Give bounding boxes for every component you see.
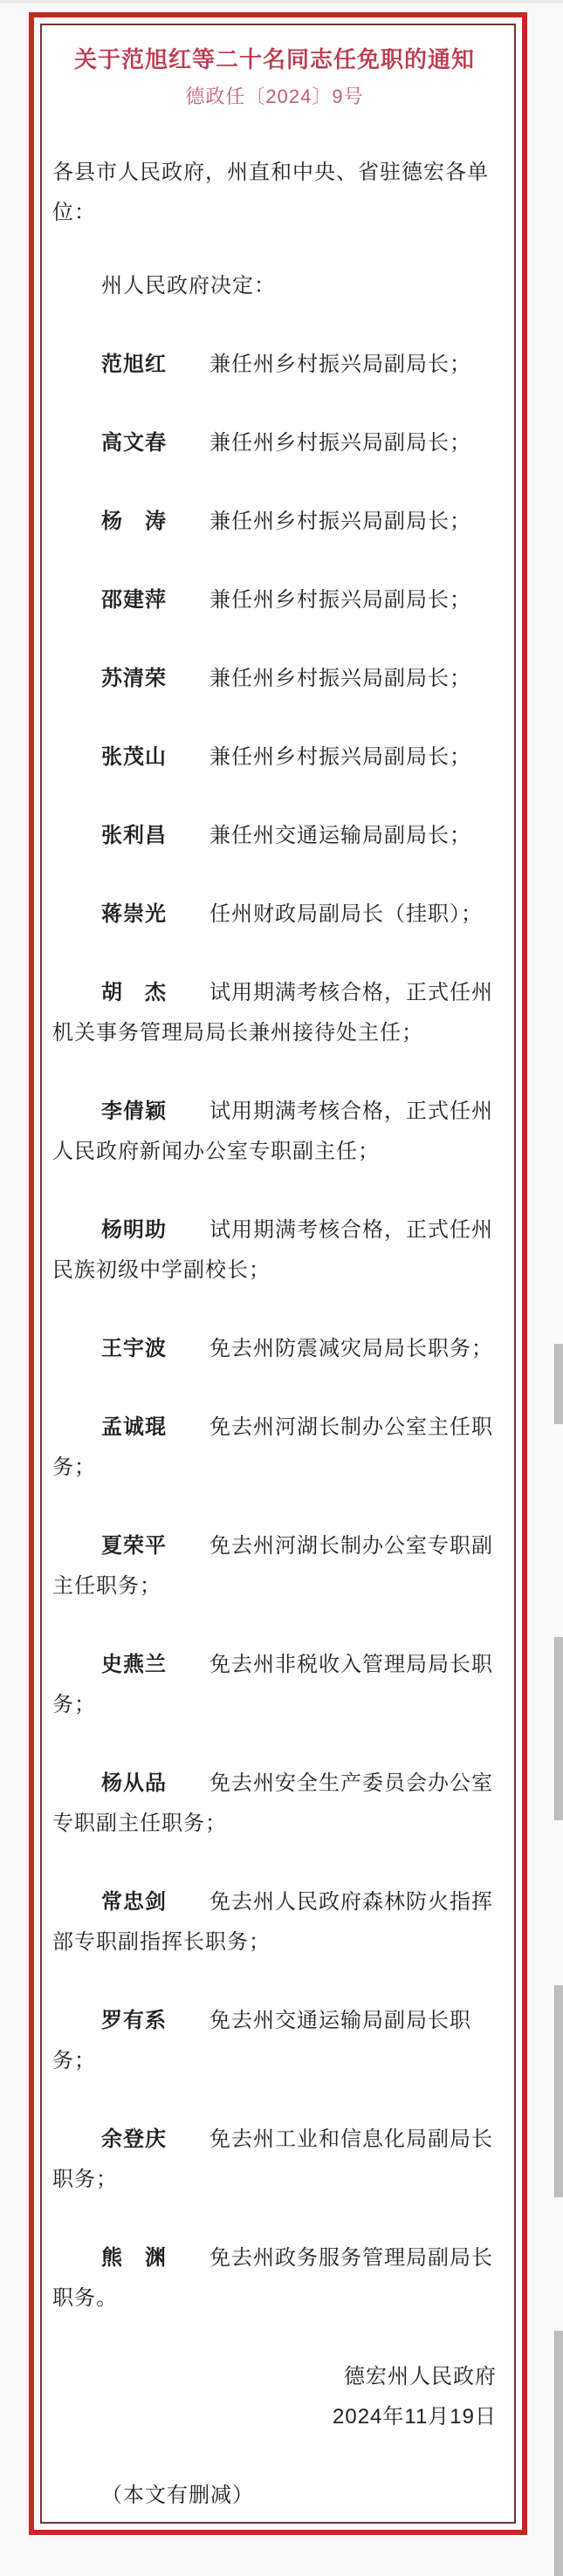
deletion-note: （本文有删减） bbox=[101, 2484, 254, 2507]
entry-action: 兼任州乡村振兴局副局长； bbox=[209, 588, 471, 612]
entry-name: 杨 涛 bbox=[101, 510, 167, 533]
appointment-entry bbox=[52, 502, 497, 542]
entries-list bbox=[52, 345, 497, 2319]
entry-name: 杨明助 bbox=[101, 1218, 167, 1242]
notice-title: 关于范旭红等二十名同志任免职的通知 bbox=[73, 46, 475, 72]
entry-name: 高文春 bbox=[101, 431, 167, 455]
entry-name: 张茂山 bbox=[101, 745, 167, 769]
entry-action: 免去州交通运输局副局长职务； bbox=[52, 2009, 471, 2072]
scrollbar-thumb-ghost bbox=[554, 2331, 563, 2576]
entry-name: 李倩颖 bbox=[101, 1100, 167, 1123]
entry-action: 免去州政务服务管理局副局长职务。 bbox=[52, 2246, 493, 2310]
appointment-entry bbox=[52, 2120, 497, 2200]
appointment-entry bbox=[52, 737, 497, 778]
notice-document bbox=[40, 24, 516, 2524]
appointment-entry bbox=[52, 894, 497, 935]
scrollbar-thumb-ghost bbox=[554, 1637, 563, 1820]
entry-name: 苏清荣 bbox=[101, 667, 167, 690]
decision-intro: 州人民政府决定： bbox=[101, 274, 276, 298]
entry-action: 试用期满考核合格，正式任州机关事务管理局局长兼州接待处主任； bbox=[52, 981, 493, 1045]
entry-name: 王宇波 bbox=[101, 1337, 167, 1360]
appointment-entry bbox=[52, 2238, 497, 2319]
top-edge-strip bbox=[0, 0, 563, 3]
entry-name: 常忠剑 bbox=[101, 1890, 167, 1914]
appointment-entry bbox=[52, 1526, 497, 1607]
entry-name: 罗有系 bbox=[101, 2009, 167, 2032]
appointment-entry bbox=[52, 1764, 497, 1844]
appointment-entry bbox=[52, 1210, 497, 1291]
entry-action: 试用期满考核合格，正式任州人民政府新闻办公室专职副主任； bbox=[52, 1100, 493, 1163]
entry-name: 熊 渊 bbox=[101, 2246, 167, 2270]
entry-action: 试用期满考核合格，正式任州民族初级中学副校长； bbox=[52, 1218, 493, 1282]
appointment-entry bbox=[52, 1645, 497, 1725]
entry-action: 免去州河湖长制办公室主任职务； bbox=[52, 1415, 493, 1479]
signature-date: 2024年11月19日 bbox=[333, 2405, 497, 2429]
entry-name: 范旭红 bbox=[101, 353, 167, 376]
signature-issuer: 德宏州人民政府 bbox=[344, 2365, 497, 2388]
entry-action: 兼任州交通运输局副局长； bbox=[209, 824, 471, 847]
appointment-entry bbox=[52, 580, 497, 620]
appointment-entry bbox=[52, 816, 497, 856]
notice-body bbox=[52, 153, 497, 2516]
entry-action: 免去州人民政府森林防火指挥部专职副指挥长职务； bbox=[52, 1890, 493, 1954]
entry-action: 免去州河湖长制办公室专职副主任职务； bbox=[52, 1534, 493, 1598]
entry-action: 兼任州乡村振兴局副局长； bbox=[209, 431, 471, 455]
entry-action: 兼任州乡村振兴局副局长； bbox=[209, 667, 471, 690]
entry-action: 兼任州乡村振兴局副局长； bbox=[209, 510, 471, 533]
entry-action: 兼任州乡村振兴局副局长； bbox=[209, 353, 471, 376]
entry-name: 蒋崇光 bbox=[101, 902, 167, 926]
entry-name: 张利昌 bbox=[101, 824, 167, 847]
appointment-entry bbox=[52, 1092, 497, 1172]
appointment-entry bbox=[52, 973, 497, 1053]
entry-name: 孟诚琨 bbox=[101, 1415, 167, 1439]
appointment-entry bbox=[52, 1882, 497, 1963]
entry-name: 史燕兰 bbox=[101, 1653, 167, 1676]
entry-name: 夏荣平 bbox=[101, 1534, 167, 1558]
entry-action: 兼任州乡村振兴局副局长； bbox=[209, 745, 471, 769]
entry-name: 余登庆 bbox=[101, 2127, 167, 2151]
appointment-entry bbox=[52, 1408, 497, 1488]
entry-action: 免去州非税收入管理局局长职务； bbox=[52, 1653, 493, 1716]
appointment-entry bbox=[52, 1329, 497, 1369]
scrollbar-thumb-ghost bbox=[554, 1985, 563, 2197]
entry-action: 免去州防震减灾局局长职务； bbox=[209, 1337, 493, 1360]
notice-frame bbox=[29, 12, 527, 2535]
doc-number: 德政任〔2024〕9号 bbox=[185, 86, 364, 107]
entry-name: 杨从品 bbox=[101, 1771, 167, 1795]
scrollbar-thumb-ghost bbox=[554, 1344, 563, 1424]
appointment-entry bbox=[52, 2001, 497, 2081]
entry-action: 免去州工业和信息化局副局长职务； bbox=[52, 2127, 493, 2191]
appointment-entry bbox=[52, 345, 497, 385]
entry-name: 胡 杰 bbox=[101, 981, 167, 1004]
appointment-entry bbox=[52, 659, 497, 699]
entry-name: 邵建萍 bbox=[101, 588, 167, 612]
entry-action: 任州财政局副局长（挂职）； bbox=[209, 902, 483, 926]
salutation: 各县市人民政府，州直和中央、省驻德宏各单位： bbox=[52, 161, 489, 224]
appointment-entry bbox=[52, 423, 497, 463]
entry-action: 免去州安全生产委员会办公室专职副主任职务； bbox=[52, 1771, 493, 1835]
